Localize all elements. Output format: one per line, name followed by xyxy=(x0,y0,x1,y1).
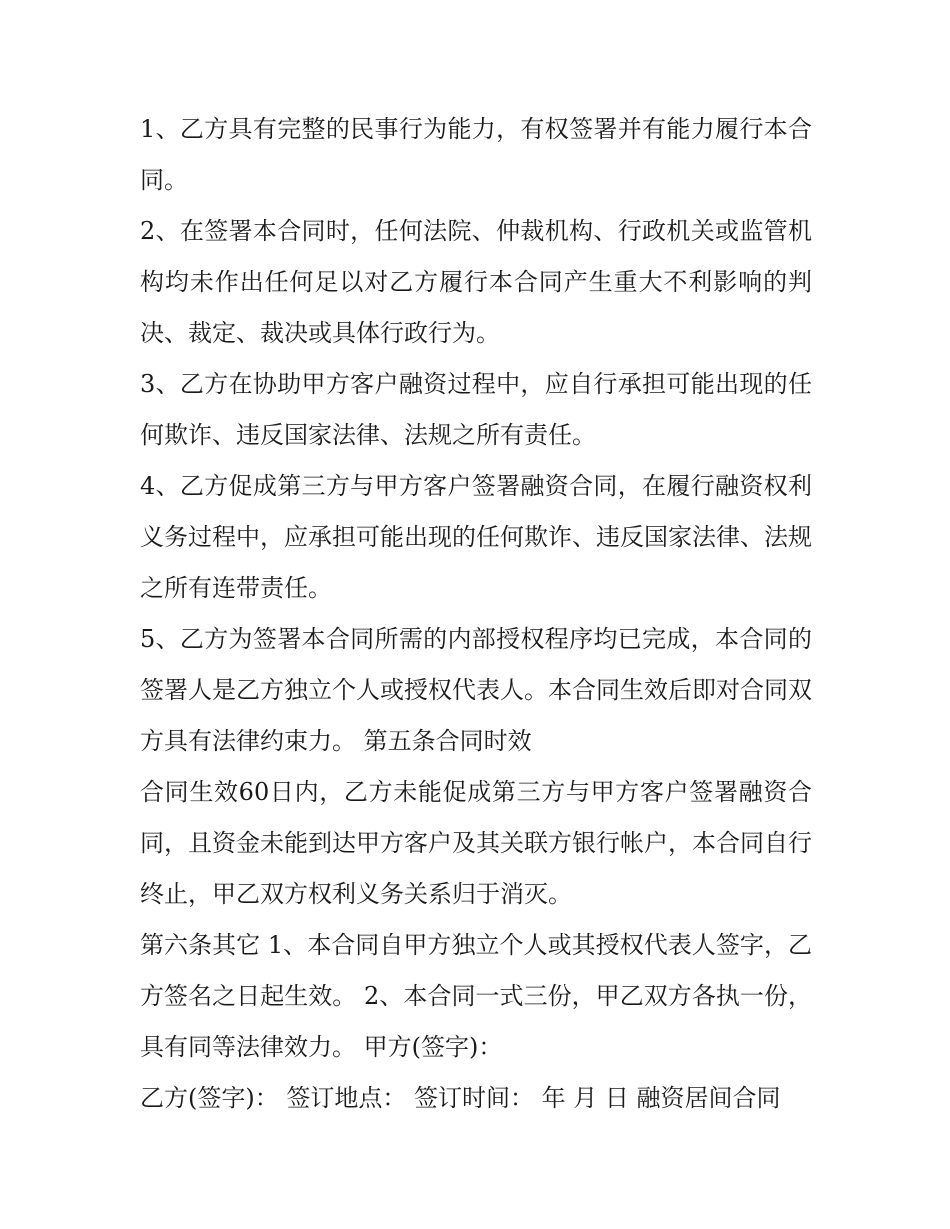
document-body xyxy=(140,104,812,1124)
clause-2: 2、在签署本合同时，任何法院、仲裁机构、行政机关或监管机构均未作出任何足以对乙方履行本合同产生重大不利影响的判决、裁定、裁决或具体行政行为。 xyxy=(140,217,812,347)
clause-1: 1、乙方具有完整的民事行为能力，有权签署并有能力履行本合同。 xyxy=(140,115,812,194)
clause-5: 5、乙方为签署本合同所需的内部授权程序均已完成，本合同的签署人是乙方独立个人或授权代表人。本合同生效后即对合同双方具有法律约束力。 第五条合同时效 xyxy=(140,625,812,755)
signature-line: 乙方(签字)： 签订地点： 签订时间： 年 月 日 融资居间合同 xyxy=(140,1084,781,1112)
other-terms-paragraph: 第六条其它 1、本合同自甲方独立个人或其授权代表人签字，乙方签名之日起生效。 2、本合同一式三份，甲乙双方各执一份，具有同等法律效力。 甲方(签字)： xyxy=(140,931,812,1061)
contract-validity-paragraph: 合同生效60日内，乙方未能促成第三方与甲方客户签署融资合同，且资金未能到达甲方客户及其关联方银行帐户，本合同自行终止，甲乙双方权利义务关系归于消灭。 xyxy=(140,778,812,908)
clause-4: 4、乙方促成第三方与甲方客户签署融资合同，在履行融资权利义务过程中，应承担可能出现的任何欺诈、违反国家法律、法规之所有连带责任。 xyxy=(140,472,812,602)
clause-3: 3、乙方在协助甲方客户融资过程中，应自行承担可能出现的任何欺诈、违反国家法律、法规之所有责任。 xyxy=(140,370,812,449)
